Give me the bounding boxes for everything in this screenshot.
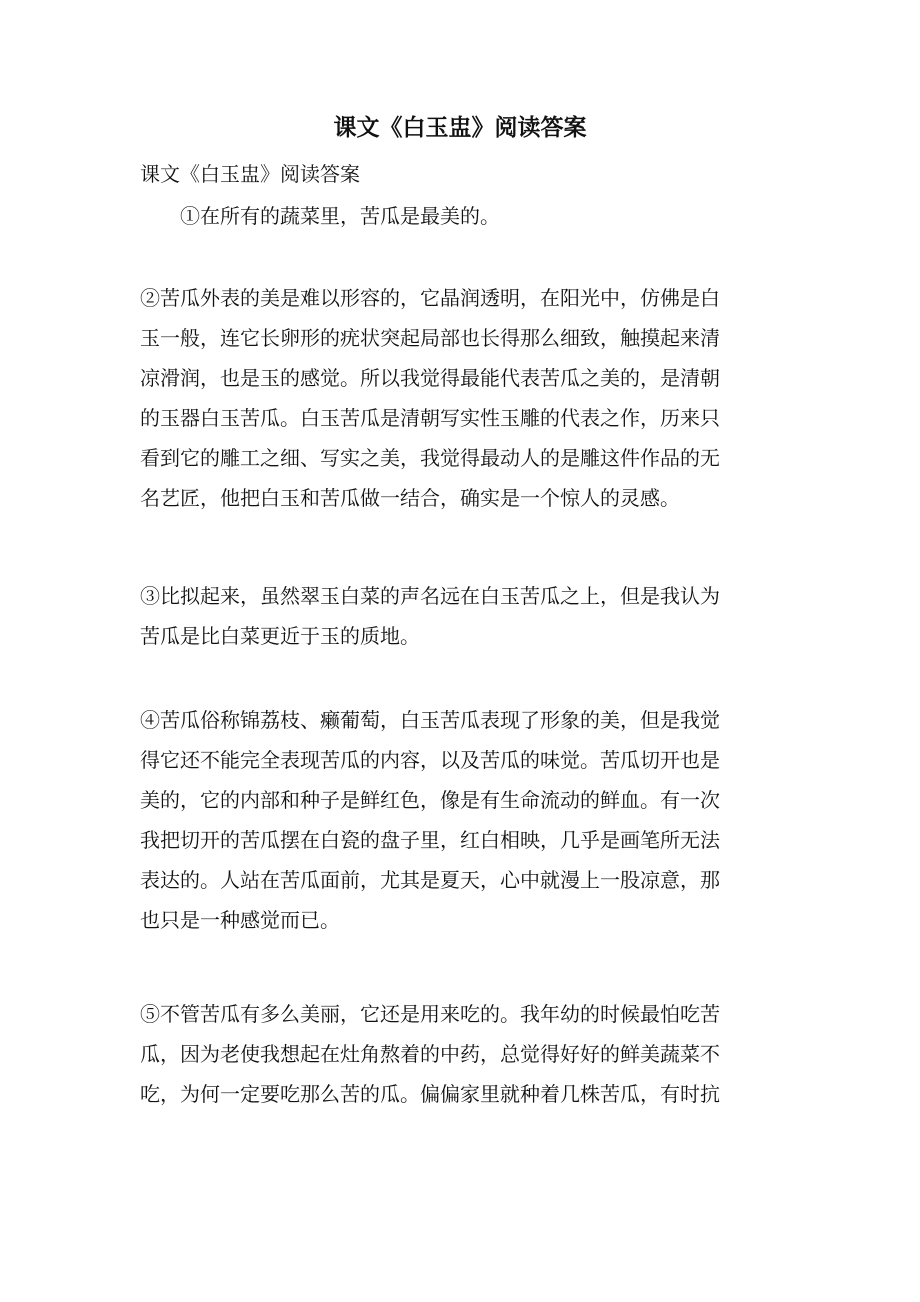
paragraph-4 — [140, 700, 780, 940]
paragraph-line: 表达的。人站在苦瓜面前，尤其是夏天，心中就漫上一股凉意，那 — [140, 868, 720, 892]
paragraph-line: ③比拟起来，虽然翠玉白菜的声名远在白玉苦瓜之上，但是我认为 — [140, 584, 720, 608]
paragraph-line: 也只是一种感觉而已。 — [140, 908, 340, 932]
paragraph-3 — [140, 576, 780, 656]
paragraph-line: 凉滑润，也是玉的感觉。所以我觉得最能代表苦瓜之美的，是清朝 — [140, 366, 720, 390]
paragraph-5 — [140, 994, 780, 1114]
paragraph-line: 看到它的雕工之细、写实之美，我觉得最动人的是雕这件作品的无 — [140, 446, 720, 470]
paragraph-line: 吃，为何一定要吃那么苦的瓜。偏偏家里就种着几株苦瓜，有时抗 — [140, 1082, 720, 1106]
paragraph-2 — [140, 278, 780, 518]
paragraph-line: ①在所有的蔬菜里，苦瓜是最美的。 — [180, 204, 500, 228]
paragraph-line: 玉一般，连它长卵形的疣状突起局部也长得那么细致，触摸起来清 — [140, 326, 720, 350]
paragraph-line: ②苦瓜外表的美是难以形容的，它晶润透明，在阳光中，仿佛是白 — [140, 286, 720, 310]
paragraph-line: 的玉器白玉苦瓜。白玉苦瓜是清朝写实性玉雕的代表之作，历来只 — [140, 406, 720, 430]
paragraph-line: ④苦瓜俗称锦荔枝、癞葡萄，白玉苦瓜表现了形象的美，但是我觉 — [140, 708, 720, 732]
paragraph-line: ⑤不管苦瓜有多么美丽，它还是用来吃的。我年幼的时候最怕吃苦 — [140, 1002, 720, 1026]
document-subtitle: 课文《白玉盅》阅读答案 — [140, 162, 360, 186]
paragraph-line: 瓜，因为老使我想起在灶角熬着的中药，总觉得好好的鲜美蔬菜不 — [140, 1042, 720, 1066]
paragraph-line: 得它还不能完全表现苦瓜的内容，以及苦瓜的味觉。苦瓜切开也是 — [140, 748, 720, 772]
paragraph-line: 美的，它的内部和种子是鲜红色，像是有生命流动的鲜血。有一次 — [140, 788, 720, 812]
paragraph-1 — [140, 196, 780, 236]
paragraph-line: 名艺匠，他把白玉和苦瓜做一结合，确实是一个惊人的灵感。 — [140, 486, 680, 510]
paragraph-line: 苦瓜是比白菜更近于玉的质地。 — [140, 624, 420, 648]
paragraph-line: 我把切开的苦瓜摆在白瓷的盘子里，红白相映，几乎是画笔所无法 — [140, 828, 720, 852]
document-title: 课文《白玉盅》阅读答案 — [333, 114, 587, 141]
